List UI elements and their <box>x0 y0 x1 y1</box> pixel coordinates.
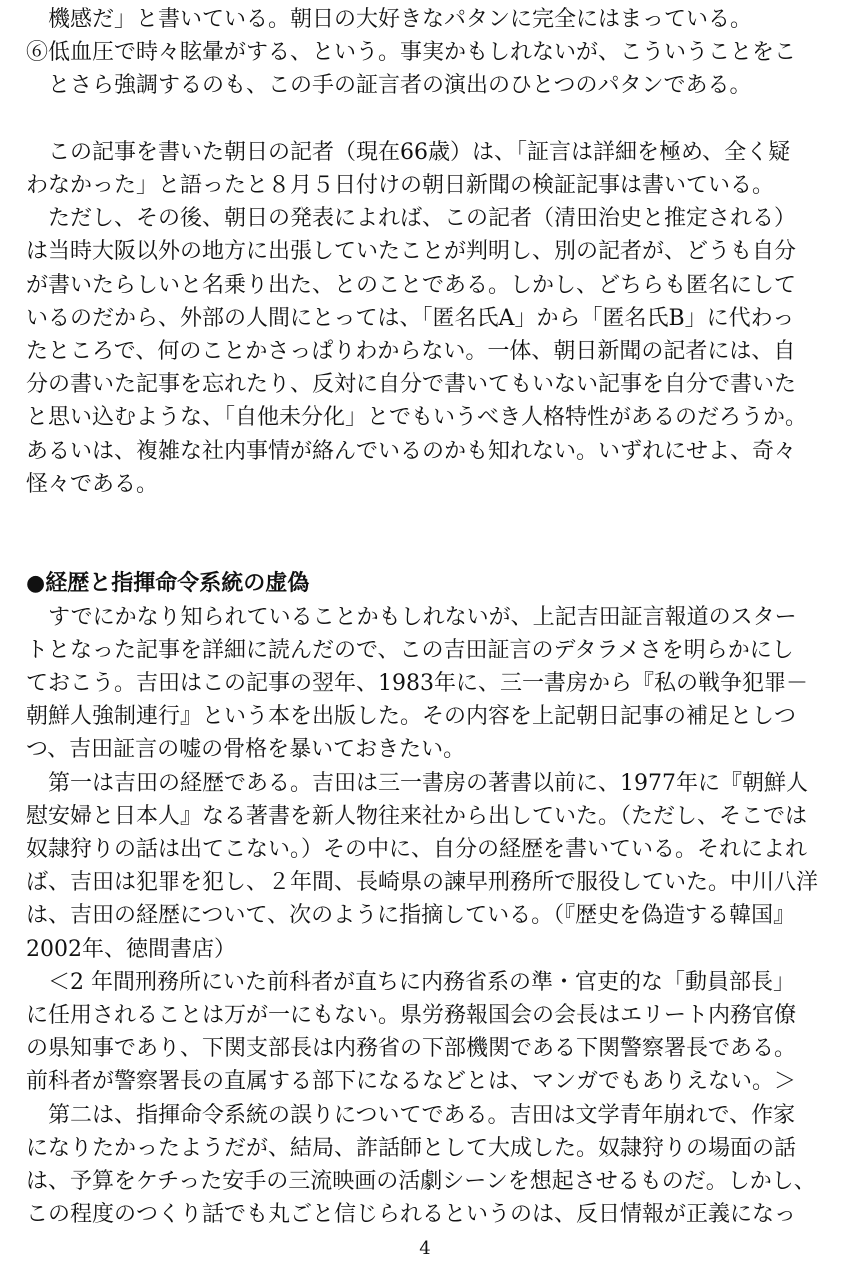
text-line: トとなった記事を詳細に読んだので、この吉田証言のデタラメさを明らかにし <box>26 637 794 663</box>
text-line: ておこう。吉田はこの記事の翌年、1983年に、三一書房から『私の戦争犯罪－ <box>26 671 808 696</box>
text-line: つ、吉田証言の嘘の骨格を暴いておきたい。 <box>26 737 466 763</box>
text-line: と思い込むような、「自他未分化」とでもいうべき人格特性があるのだろうか。 <box>26 405 808 431</box>
text-line: この程度のつくり話でも丸ごと信じられるというのは、反日情報が正義になっ <box>26 1202 797 1228</box>
text-line: 朝鮮人強制連行』という本を出版した。その内容を上記朝日記事の補足としつ <box>26 704 797 730</box>
text-line: 第二は、指揮命令系統の誤りについてである。吉田は文学青年崩れで、作家 <box>26 1102 796 1128</box>
text-line: になりたかったようだが、結局、詐話師として大成した。奴隷狩りの場面の話 <box>26 1135 797 1161</box>
page-number: 4 <box>419 1238 431 1259</box>
text-line: 分の書いた記事を忘れたり、反対に自分で書いてもいない記事を自分で書いた <box>26 372 797 398</box>
quote-line: 前科者が警察署長の直属する部下になるなどとは、マンガでもありえない。＞ <box>26 1069 797 1095</box>
text-line: わなかった」と語ったと８月５日付けの朝日新聞の検証記事は書いている。 <box>26 173 775 198</box>
text-line: 奴隷狩りの話は出てこない。）その中に、自分の経歴を書いている。それによれ <box>26 837 808 862</box>
text-line: 怪々である。 <box>26 471 159 497</box>
text-line: ば、吉田は犯罪を犯し、２年間、長崎県の諫早刑務所で服役していた。中川八洋 <box>26 870 819 896</box>
text-line: すでにかなり知られていることかもしれないが、上記吉田証言報道のスター <box>26 604 797 630</box>
text-line: とさら強調するのも、この手の証言者の演出のひとつのパタンである。 <box>26 73 752 99</box>
section-heading: ●経歴と指揮命令系統の虚偽 <box>26 571 310 597</box>
text-line: 第一は吉田の経歴である。吉田は三一書房の著書以前に、1977年に『朝鮮人 <box>26 770 808 796</box>
quote-line: の県知事であり、下関支部長は内務省の下部機関である下関警察署長である。 <box>26 1036 797 1062</box>
text-line: 慰安婦と日本人』なる著書を新人物往来社から出していた。（ただし、そこでは <box>26 803 808 829</box>
text-line: あるいは、複雑な社内事情が絡んでいるのかも知れない。いずれにせよ、奇々 <box>26 438 797 464</box>
text-line: たところで、何のことかさっぱりわからない。一体、朝日新聞の記者には、自 <box>26 339 796 364</box>
text-line: は、吉田の経歴について、次のように指摘している。（『歴史を偽造する韓国』 <box>26 903 796 929</box>
text-line: 2002年、徳間書店） <box>26 936 236 962</box>
text-line: いるのだから、外部の人間にとっては、「匿名氏A」から「匿名氏B」に代わっ <box>26 305 795 331</box>
text-line: ただし、その後、朝日の発表によれば、この記者（清田治史と推定される） <box>26 206 797 232</box>
text-line: 機感だ」と書いている。朝日の大好きなパタンに完全にはまっている。 <box>26 7 753 32</box>
quote-line: ＜2 年間刑務所にいた前科者が直ちに内務省系の準・官吏的な「動員部長」 <box>26 969 795 995</box>
text-line: は当時大阪以外の地方に出張していたことが判明し、別の記者が、どうも自分 <box>26 239 797 265</box>
text-line: この記事を書いた朝日の記者（現在66歳）は、「証言は詳細を極め、全く疑 <box>26 139 791 165</box>
text-line: は、予算をケチった安手の三流映画の活劇シーンを想起させるものだ。しかし、 <box>26 1169 816 1194</box>
quote-line: に任用されることは万が一にもない。県労務報国会の会長はエリート内務官僚 <box>26 1003 797 1028</box>
text-line: ⑥低血圧で時々眩暈がする、という。事実かもしれないが、こういうことをこ <box>26 40 797 66</box>
text-line: が書いたらしいと名乗り出た、とのことである。しかし、どちらも匿名にして <box>26 272 797 298</box>
